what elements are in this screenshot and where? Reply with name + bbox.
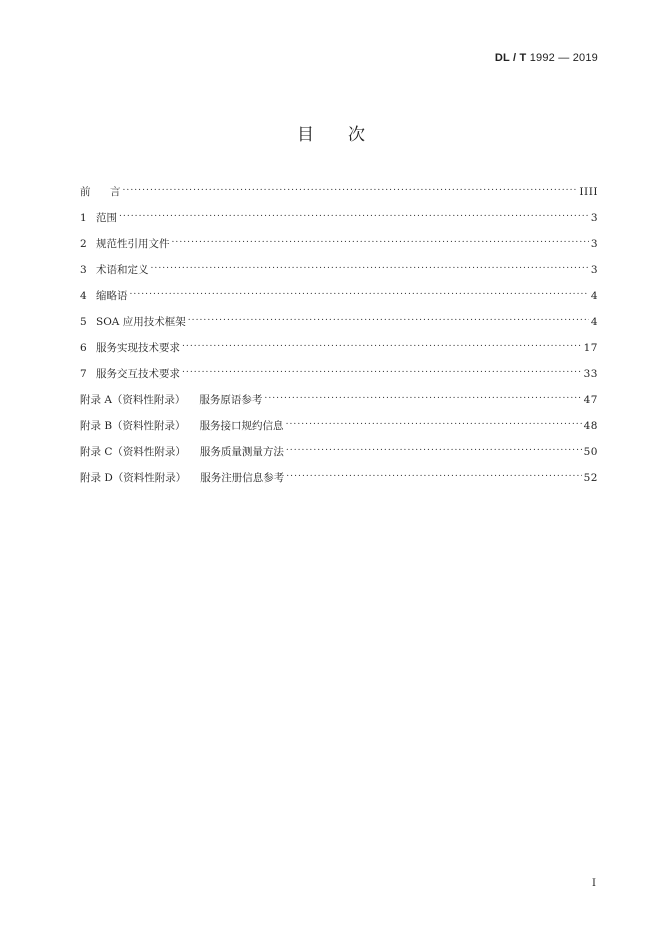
toc-entry-number: 附录 B（资料性附录） — [80, 420, 186, 432]
toc-entry-number: 6 — [80, 342, 87, 354]
dot-leader — [188, 313, 589, 325]
toc-entry-appendix-d[interactable] — [80, 469, 598, 495]
toc-entry-page: 3 — [590, 238, 598, 250]
toc-entry-foreword[interactable] — [80, 183, 598, 209]
dot-leader — [130, 287, 589, 299]
dot-leader — [182, 365, 582, 377]
toc-entry-label — [80, 366, 180, 382]
toc-entry-page: 50 — [583, 446, 598, 458]
toc-list — [80, 183, 598, 495]
toc-entry-page: 4 — [590, 290, 598, 302]
toc-entry-text: 缩略语 — [96, 290, 128, 302]
toc-entry-number: 附录 D（资料性附录） — [80, 472, 187, 484]
toc-entry-page: 52 — [583, 472, 598, 484]
toc-entry-text: 范围 — [96, 212, 117, 224]
toc-title — [0, 120, 662, 145]
toc-entry-service-implementation[interactable] — [80, 339, 598, 365]
toc-entry-terms-definitions[interactable] — [80, 261, 598, 287]
toc-entry-page: 3 — [590, 212, 598, 224]
toc-entry-label — [80, 314, 186, 330]
toc-entry-scope[interactable] — [80, 209, 598, 235]
toc-entry-label — [80, 236, 170, 252]
dot-leader — [119, 209, 589, 221]
toc-entry-page: 47 — [583, 394, 598, 406]
toc-entry-text: 服务接口规约信息 — [199, 420, 284, 432]
toc-entry-label — [80, 340, 180, 356]
toc-entry-number: 1 — [80, 212, 87, 224]
toc-entry-appendix-c[interactable] — [80, 443, 598, 469]
toc-entry-page: IIII — [579, 186, 598, 198]
toc-entry-number: 5 — [80, 316, 87, 328]
toc-entry-text: 服务质量测量方法 — [199, 446, 284, 458]
dot-leader — [286, 469, 581, 481]
toc-entry-label — [80, 210, 117, 226]
toc-entry-page: 33 — [583, 368, 598, 380]
dot-leader — [286, 417, 582, 429]
dot-leader — [286, 443, 582, 455]
toc-entry-number: 附录 C（资料性附录） — [80, 446, 186, 458]
toc-title-text: 目次 — [297, 125, 399, 145]
toc-entry-text: 服务注册信息参考 — [200, 472, 285, 484]
toc-entry-text: 服务实现技术要求 — [96, 342, 180, 354]
toc-entry-text: 术语和定义 — [96, 264, 149, 276]
toc-entry-abbreviations[interactable] — [80, 287, 598, 313]
toc-entry-number: 3 — [80, 264, 87, 276]
page-number: I — [592, 878, 596, 889]
toc-entry-text: 服务交互技术要求 — [96, 368, 180, 380]
toc-entry-page: 48 — [583, 420, 598, 432]
toc-entry-page: 4 — [590, 316, 598, 328]
toc-entry-soa-framework[interactable] — [80, 313, 598, 339]
dot-leader — [264, 391, 581, 403]
dot-leader — [172, 235, 589, 247]
toc-entry-number: 前 — [80, 186, 91, 198]
toc-entry-label — [80, 418, 284, 434]
toc-entry-appendix-b[interactable] — [80, 417, 598, 443]
toc-entry-normative-references[interactable] — [80, 235, 598, 261]
toc-entry-label — [80, 184, 121, 200]
toc-entry-label — [80, 288, 128, 304]
toc-entry-number: 4 — [80, 290, 87, 302]
toc-entry-text: SOA 应用技术框架 — [96, 316, 186, 328]
toc-entry-page: 3 — [590, 264, 598, 276]
toc-entry-appendix-a[interactable] — [80, 391, 598, 417]
toc-entry-text: 规范性引用文件 — [96, 238, 170, 250]
standard-code: DL / T — [494, 52, 527, 64]
toc-entry-label — [80, 262, 149, 278]
toc-entry-label — [80, 470, 284, 486]
standard-number: 1992 — 2019 — [529, 52, 598, 64]
dot-leader — [151, 261, 589, 273]
toc-entry-number: 7 — [80, 368, 87, 380]
document-header — [495, 52, 598, 64]
toc-entry-page: 17 — [583, 342, 598, 354]
toc-entry-label — [80, 444, 284, 460]
toc-entry-number: 附录 A（资料性附录） — [80, 394, 186, 406]
toc-entry-number: 2 — [80, 238, 87, 250]
toc-entry-service-interaction[interactable] — [80, 365, 598, 391]
toc-entry-text: 服务原语参考 — [199, 394, 263, 406]
dot-leader — [123, 183, 578, 195]
toc-entry-text: 言 — [110, 186, 121, 198]
dot-leader — [182, 339, 582, 351]
toc-entry-label — [80, 392, 262, 408]
